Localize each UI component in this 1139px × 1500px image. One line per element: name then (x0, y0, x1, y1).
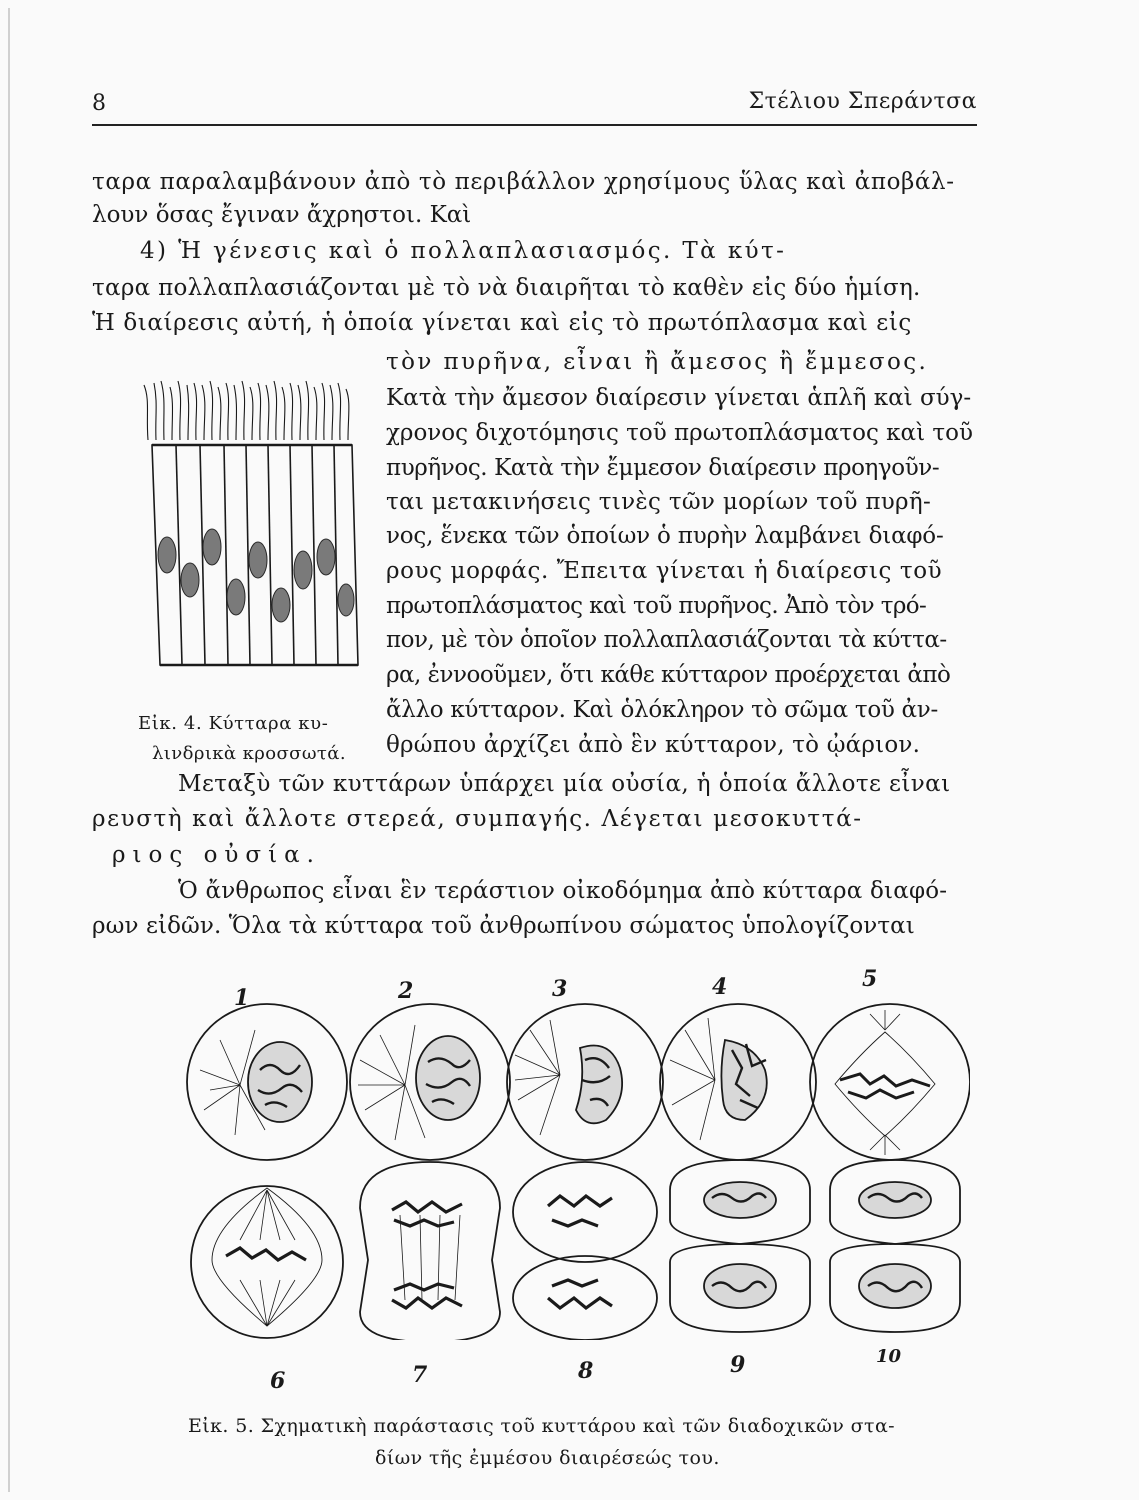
text-line: Μεταξὺ τῶν κυττάρων ὑπάρχει μία οὐσία, ἡ ὁποία ἄλλοτε εἶναι (178, 771, 951, 797)
text-line: ται μετακινήσεις τινὲς τῶν μορίων τοῦ πυρῆ- (386, 489, 932, 515)
stage-label: 2 (398, 978, 414, 1004)
text-line: Ὁ ἄνθρωπος εἶναι ἓν τεράστιον οἰκοδόμημα ἀπὸ κύτταρα διαφό- (178, 878, 948, 904)
stage-label: 7 (412, 1362, 428, 1388)
stage-4 (660, 1004, 816, 1160)
figure-4-ciliated-cells (130, 375, 370, 680)
text-line: λουν ὅσας ἔγιναν ἄχρηστοι. Καὶ (92, 202, 472, 228)
stage-label: 5 (862, 966, 878, 992)
stage-label: 8 (578, 1358, 594, 1384)
stage-label: 4 (712, 974, 728, 1000)
page-number: 8 (92, 91, 106, 116)
text-line: ριος οὐσία. (112, 842, 321, 868)
stage-7 (360, 1162, 500, 1340)
stage-2 (350, 1004, 510, 1160)
stage-8 (513, 1162, 657, 1340)
page-header (92, 72, 977, 122)
figure-5-caption: Εἰκ. 5. Σχηματικὴ παράστασις τοῦ κυττάρου καὶ τῶν διαδοχικῶν στα- (188, 1415, 895, 1437)
stage-5 (810, 1004, 970, 1160)
stage-9 (670, 1160, 810, 1332)
text-line: Ἡ διαίρεσις αὐτή, ἡ ὁποία γίνεται καὶ εἰς τὸ πρωτόπλασμα καὶ εἰς (92, 310, 912, 336)
text-line: ταρα παραλαμβάνουν ἀπὸ τὸ περιβάλλον χρησίμους ὕλας καὶ ἀποβάλ- (92, 169, 955, 195)
figure-5-mitosis-stages (180, 1000, 970, 1340)
text-line: ρων εἰδῶν. Ὅλα τὰ κύτταρα τοῦ ἀνθρωπίνου σώματος ὑπολογίζονται (92, 913, 915, 939)
text-line: ρους μορφάς. Ἔπειτα γίνεται ἡ διαίρεσις τοῦ (386, 558, 943, 584)
stage-label: 3 (552, 976, 568, 1002)
text-line: ρα, ἐννοοῦμεν, ὅτι κάθε κύτταρον προέρχεται ἀπὸ (386, 662, 951, 688)
text-line: νος, ἕνεκα τῶν ὁποίων ὁ πυρὴν λαμβάνει διαφό- (386, 523, 944, 549)
stage-3 (507, 1004, 663, 1160)
text-line: ρευστὴ καὶ ἄλλοτε στερεά, συμπαγής. Λέγεται μεσοκυττά- (92, 806, 863, 832)
figure-4-caption: Εἰκ. 4. Κύτταρα κυ- (138, 713, 329, 734)
stage-6 (191, 1186, 343, 1338)
header-rule (92, 124, 977, 126)
text-line: πρωτοπλάσματος καὶ τοῦ πυρῆνος. Ἀπὸ τὸν τρό- (386, 593, 927, 619)
figure-4-caption: λινδρικὰ κροσσωτά. (152, 743, 346, 764)
text-line: 4) Ἡ γένεσις καὶ ὁ πολλαπλασιασμός. Τὰ κύτ- (140, 238, 787, 264)
stage-label: 9 (730, 1352, 746, 1378)
text-line: θρώπου ἀρχίζει ἀπὸ ἓν κύτταρον, τὸ ᾠάριον. (386, 732, 921, 758)
stage-label: 6 (270, 1368, 286, 1394)
text-line: τὸν πυρῆνα, εἶναι ἢ ἄμεσος ἢ ἔμμεσος. (386, 349, 929, 375)
text-line: χρονος διχοτόμησις τοῦ πρωτοπλάσματος καὶ τοῦ (386, 420, 973, 446)
text-line: ἄλλο κύτταρον. Καὶ ὁλόκληρον τὸ σῶμα τοῦ ἀν- (386, 697, 938, 723)
stage-1 (187, 1004, 347, 1160)
figure-5-caption: δίων τῆς ἐμμέσου διαιρέσεώς του. (375, 1447, 720, 1469)
stage-label: 10 (876, 1346, 902, 1367)
text-line: πον, μὲ τὸν ὁποῖον πολλαπλασιάζονται τὰ κύττα- (386, 627, 947, 653)
stage-10 (830, 1160, 960, 1332)
text-line: πυρῆνος. Κατὰ τὴν ἔμμεσον διαίρεσιν προηγοῦν- (386, 455, 940, 481)
text-line: ταρα πολλαπλασιάζονται μὲ τὸ νὰ διαιρῆται τὸ καθὲν εἰς δύο ἡμίση. (92, 275, 921, 301)
stage-label: 1 (234, 985, 250, 1011)
running-head: Στέλιου Σπεράντσα (748, 89, 977, 114)
text-line: Κατὰ τὴν ἄμεσον διαίρεσιν γίνεται ἁπλῆ καὶ σύγ- (386, 385, 972, 411)
